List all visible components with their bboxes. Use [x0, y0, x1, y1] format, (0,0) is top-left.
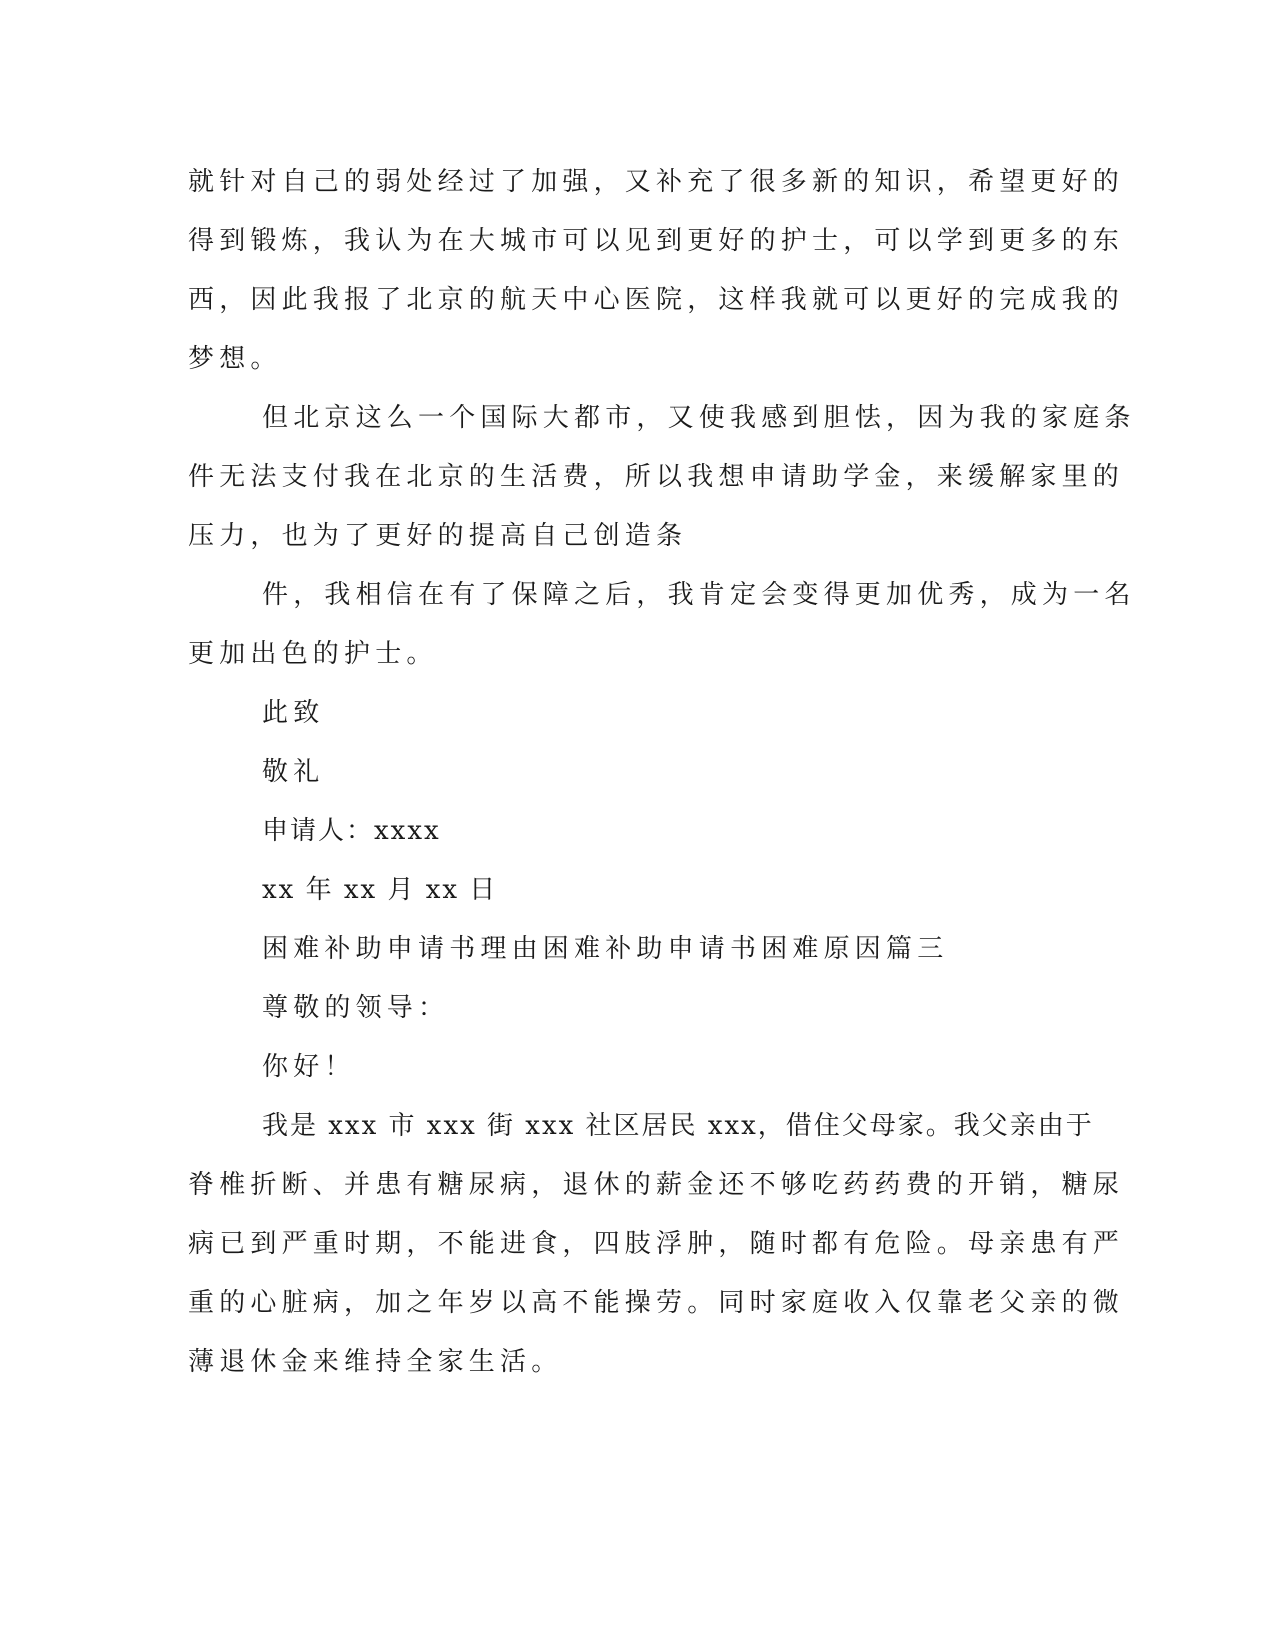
section-heading: 困难补助申请书理由困难补助申请书困难原因篇三: [262, 934, 949, 964]
closing-salutation: 此致: [262, 698, 325, 728]
body-line-21: 薄退休金来维持全家生活。: [188, 1347, 563, 1377]
body-line-4: 梦想。: [188, 344, 282, 374]
body-line-7: 压力，也为了更好的提高自己创造条: [188, 521, 688, 551]
letter-greeting: 尊敬的领导：: [262, 993, 450, 1023]
signature-date: xx 年 xx 月 xx 日: [262, 875, 498, 905]
applicant-signature: 申请人：xxxx: [262, 816, 441, 846]
body-line-2: 得到锻炼，我认为在大城市可以见到更好的护士，可以学到更多的东: [188, 226, 1125, 256]
body-line-6: 件无法支付我在北京的生活费，所以我想申请助学金，来缓解家里的: [188, 462, 1125, 492]
body-line-3: 西，因此我报了北京的航天中心医院，这样我就可以更好的完成我的: [188, 285, 1125, 315]
body-line-9: 更加出色的护士。: [188, 639, 438, 669]
body-line-18: 脊椎折断、并患有糖尿病，退休的薪金还不够吃药药费的开销，糖尿: [188, 1170, 1125, 1200]
body-line-1: 就针对自己的弱处经过了加强，又补充了很多新的知识，希望更好的: [188, 167, 1125, 197]
body-line-19: 病已到严重时期，不能进食，四肢浮肿，随时都有危险。母亲患有严: [188, 1229, 1125, 1259]
paragraph-start-line: 件，我相信在有了保障之后，我肯定会变得更加优秀，成为一名: [262, 580, 1136, 610]
paragraph-start-line: 但北京这么一个国际大都市，又使我感到胆怯，因为我的家庭条: [262, 403, 1136, 433]
closing-regards: 敬礼: [262, 757, 325, 787]
paragraph-start-line: 我是 xxx 市 xxx 街 xxx 社区居民 xxx，借住父母家。我父亲由于: [262, 1111, 1094, 1141]
body-line-20: 重的心脏病，加之年岁以高不能操劳。同时家庭收入仅靠老父亲的微: [188, 1288, 1125, 1318]
letter-hello: 你好！: [262, 1052, 356, 1082]
